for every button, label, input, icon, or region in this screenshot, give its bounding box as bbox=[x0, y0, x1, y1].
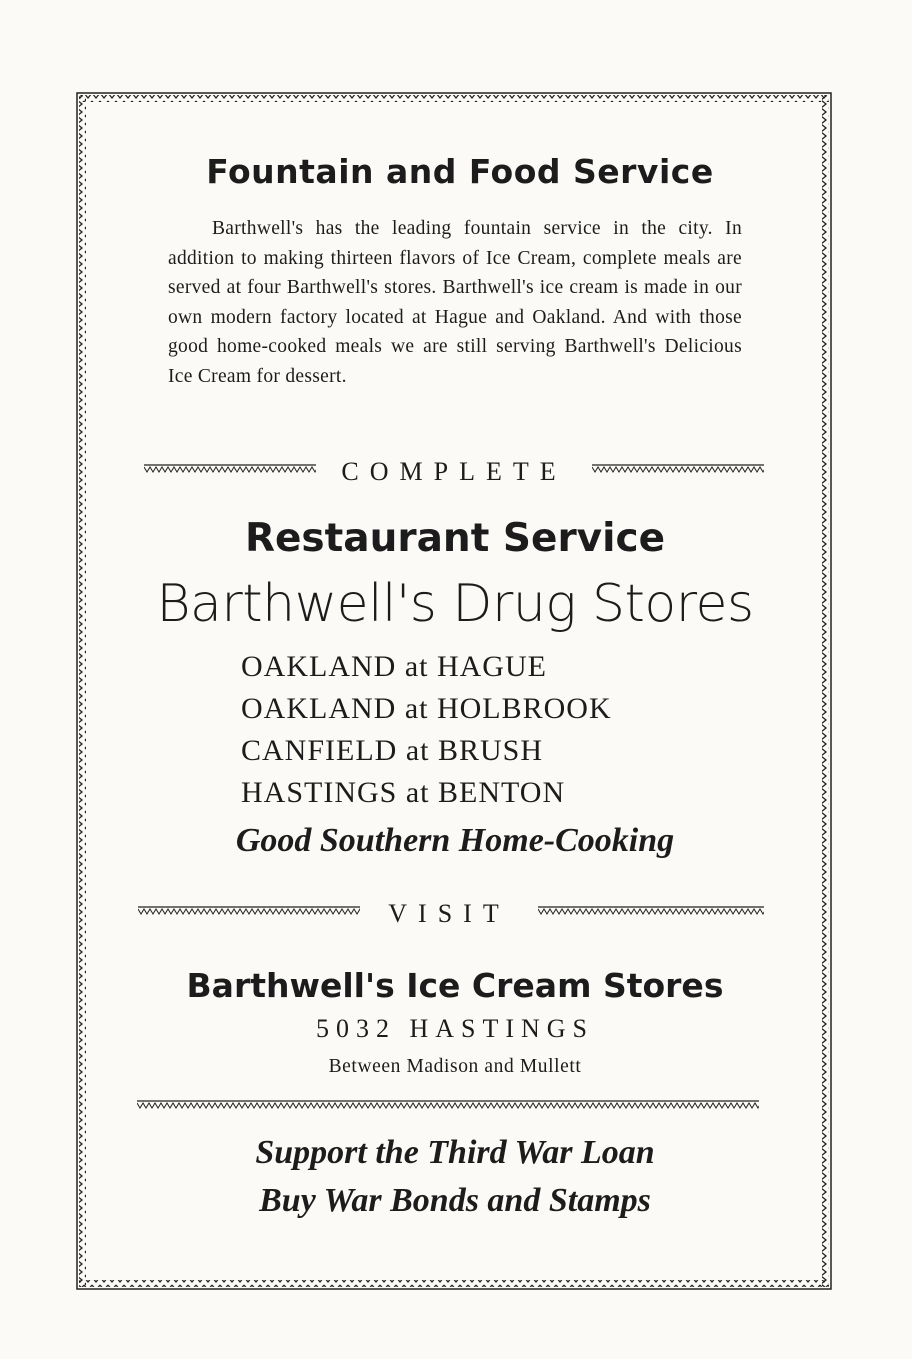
divider-word-visit: VISIT bbox=[388, 899, 510, 928]
cross-streets: Between Madison and Mullett bbox=[328, 1056, 582, 1077]
section-title-fountain: Fountain and Food Service bbox=[206, 152, 714, 191]
home-cooking-tagline: Good Southern Home-Cooking bbox=[235, 822, 675, 859]
war-loan-slogan: Support the Third War Loan bbox=[255, 1134, 655, 1171]
location-4: HASTINGS at BENTON bbox=[241, 776, 566, 809]
divider-rule-right bbox=[592, 464, 764, 476]
store-address: 5032 HASTINGS bbox=[315, 1014, 595, 1043]
drug-stores-name: Barthwell's Drug Stores bbox=[156, 574, 754, 634]
war-bonds-slogan: Buy War Bonds and Stamps bbox=[259, 1182, 651, 1219]
divider-complete bbox=[144, 457, 764, 490]
divider-rule-left bbox=[138, 906, 360, 918]
restaurant-service-title: Restaurant Service bbox=[244, 516, 666, 561]
section-divider-rule bbox=[137, 1100, 759, 1112]
divider-visit bbox=[138, 899, 764, 932]
divider-rule-right bbox=[538, 906, 764, 918]
ice-cream-stores-title: Barthwell's Ice Cream Stores bbox=[186, 966, 724, 1005]
fountain-description: Barthwell's has the leading fountain service in the city. In addition to making thirteen flavors of Ice Cream, complete meals are served at four Barthwell's stores. Barthwell's ice cream is made in our own modern factory located at Hague and Oakland. And with those good home-cooked meals we are still serving Barthwell's Delicious Ice Cream for dessert. bbox=[168, 218, 742, 387]
location-2: OAKLAND at HOLBROOK bbox=[241, 692, 612, 725]
divider-rule-left bbox=[144, 464, 316, 476]
location-1: OAKLAND at HAGUE bbox=[241, 650, 547, 683]
divider-word-complete: COMPLETE bbox=[341, 457, 567, 486]
location-3: CANFIELD at BRUSH bbox=[241, 734, 544, 767]
